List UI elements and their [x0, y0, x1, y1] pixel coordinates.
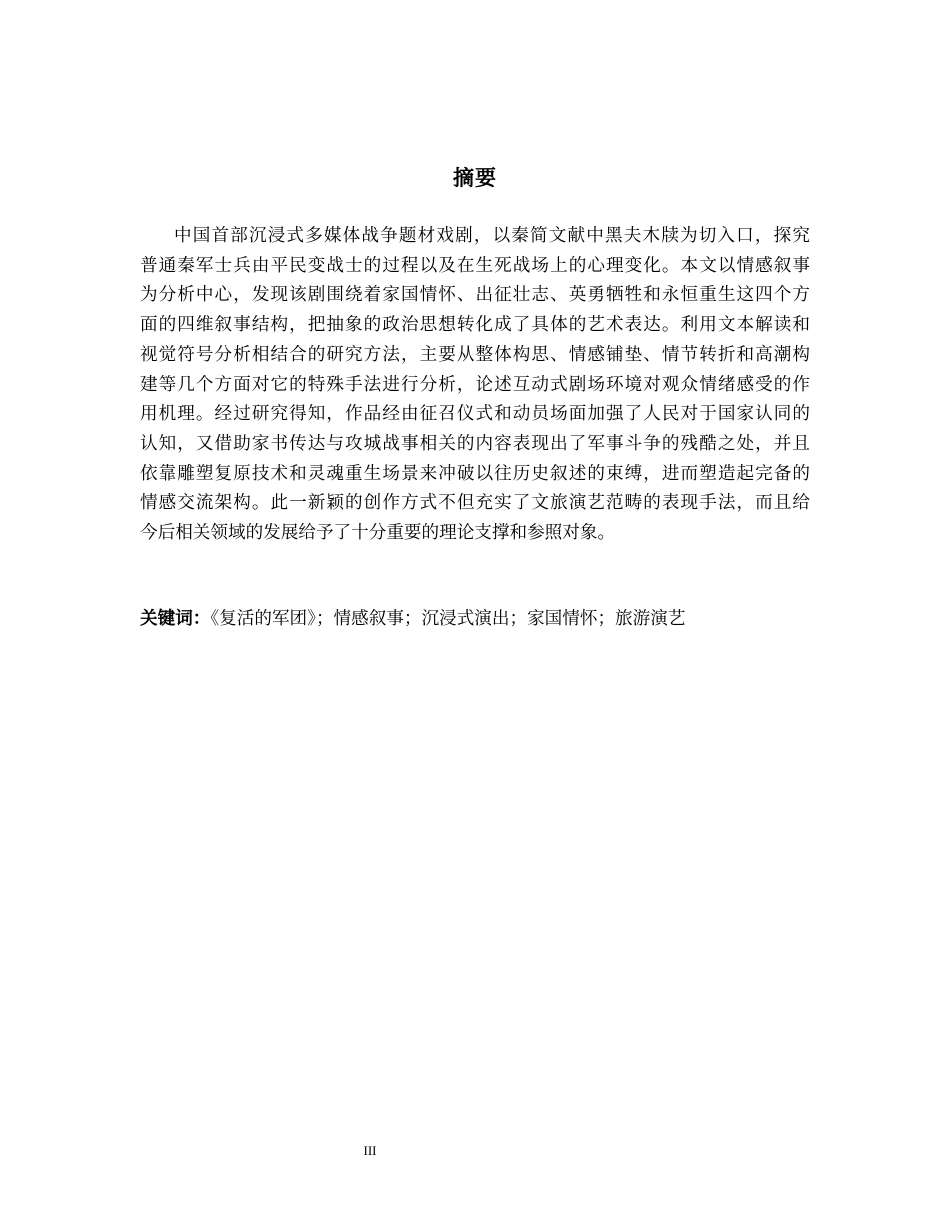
abstract-paragraph — [140, 222, 810, 549]
keywords-text: 《复活的军团》；情感叙事；沉浸式演出；家国情怀；旅游演艺 — [210, 609, 686, 629]
abstract-line: 面的四维叙事结构，把抽象的政治思想转化成了具体的艺术表达。利用文本解读和 — [140, 315, 810, 336]
abstract-line: 情感交流架构。此一新颖的创作方式不但充实了文旅演艺范畴的表现手法，而且给 — [140, 493, 810, 514]
abstract-line: 用机理。经过研究得知，作品经由征召仪式和动员场面加强了人民对于国家认同的 — [140, 404, 810, 425]
abstract-line: 中国首部沉浸式多媒体战争题材戏剧，以秦简文献中黑夫木牍为切入口，探究 — [174, 226, 810, 246]
abstract-line: 视觉符号分析相结合的研究方法，主要从整体构思、情感铺垫、情节转折和高潮构 — [140, 344, 810, 365]
abstract-line: 依靠雕塑复原技术和灵魂重生场景来冲破以往历史叙述的束缚，进而塑造起完备的 — [140, 463, 810, 484]
abstract-line: 认知，又借助家书传达与攻城战事相关的内容表现出了军事斗争的残酷之处，并且 — [140, 433, 810, 454]
abstract-line: 今后相关领域的发展给予了十分重要的理论支撑和参照对象。 — [140, 523, 616, 544]
keywords-line — [140, 605, 810, 633]
abstract-line: 为分析中心，发现该剧围绕着家国情怀、出征壮志、英勇牺牲和永恒重生这四个方 — [140, 285, 810, 306]
abstract-title: 摘要 — [453, 166, 497, 190]
abstract-line: 建等几个方面对它的特殊手法进行分析，论述互动式剧场环境对观众情绪感受的作 — [140, 374, 810, 395]
abstract-line: 普通秦军士兵由平民变战士的过程以及在生死战场上的心理变化。本文以情感叙事 — [140, 255, 810, 276]
page-number: III — [363, 1143, 377, 1158]
keywords-label: 关键词： — [140, 609, 211, 629]
